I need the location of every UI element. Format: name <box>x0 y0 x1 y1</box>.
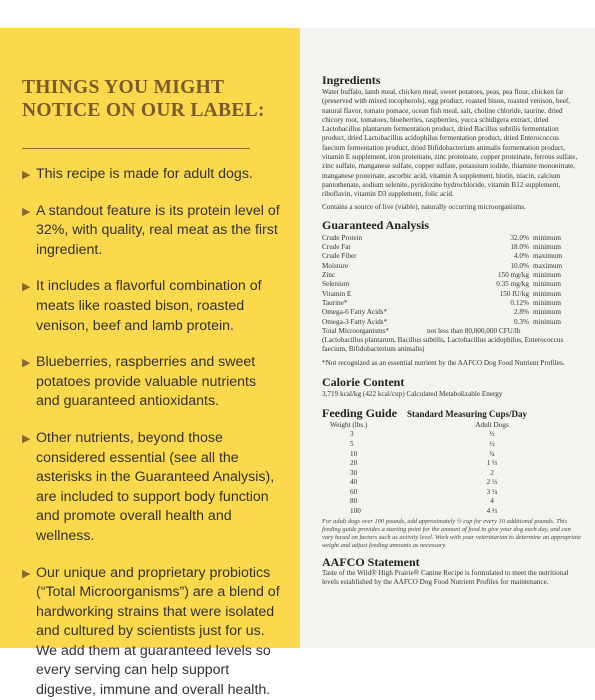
aafco-statement-title: AAFCO Statement <box>322 554 420 569</box>
analysis-unit: maximum <box>533 252 563 261</box>
highlight-item <box>22 429 280 547</box>
ingredients-title: Ingredients <box>322 73 381 87</box>
analysis-value: 32.0% <box>510 233 529 242</box>
feeding-guide-title: Feeding Guide <box>322 406 398 421</box>
analysis-unit: minimum <box>533 308 561 317</box>
feeding-row <box>322 440 583 450</box>
analysis-row-total-microorganisms <box>322 327 583 336</box>
analysis-value: not less than 80,000,000 CFU/lb <box>427 326 521 335</box>
highlights-list <box>22 165 280 700</box>
highlight-item <box>22 202 280 261</box>
ingredients-text: Water buffalo, lamb meal, chicken meal, sweet potatoes, peas, pea flour, chicken fat (preserved with mixed tocopherols), egg product, roasted bison, roasted venison, beef, natural flavor, tomato pomace, ocean fish meal, salt, choline chloride, taurine, dried chicory root, tomatoes, blueberries, raspberries, yucca schidigera extract, dried Lactobacillus plantarum fermentation product, dried Bacillus subtilis fermentation product, dried Lactobacillus acidophilus fermentation product, dried Enterococcus faecium fermentation product, dried Bifidobacterium animalis fermentation product, vitamin E supplement, iron proteinate, zinc proteinate, copper proteinate, ferrous sulfate, zinc sulfate, manganese sulfate, copper sulfate, potassium iodide, thiamine mononitrate, manganese proteinate, ascorbic acid, vitamin A supplement, biotin, niacin, calcium pantothenate, sodium selenite, pyridoxine hydrochloride, vitamin B12 supplement, riboflavin, vitamin D3 supplement, folic acid. <box>322 88 578 199</box>
analysis-row <box>322 262 583 271</box>
highlights-title-line-2: NOTICE ON OUR LABEL: <box>22 100 265 121</box>
analysis-row <box>322 308 583 317</box>
nutrition-label-panel <box>300 28 595 648</box>
triangle-bullet-icon: ▶ <box>22 204 31 218</box>
highlight-item <box>22 277 280 336</box>
feeding-weight: 30 <box>350 468 358 477</box>
feeding-row <box>322 507 583 517</box>
feeding-row <box>322 478 583 488</box>
feeding-cups: 3 ¼ <box>486 487 498 496</box>
analysis-value: 0.12% <box>510 298 529 307</box>
feeding-weight: 40 <box>350 478 358 487</box>
analysis-value: 4.0% <box>514 252 529 261</box>
feeding-row <box>322 497 583 507</box>
analysis-unit: minimum <box>533 289 561 298</box>
analysis-unit: minimum <box>533 233 561 242</box>
aafco-statement-text: Taste of the Wild® High Prairie® Canine Recipe is formulated to meet the nutritional levels established by the AAFCO Dog Food Nutrient Profiles for maintenance. <box>322 568 569 586</box>
feeding-row <box>322 488 583 498</box>
analysis-label: Taurine* <box>322 298 348 307</box>
analysis-unit: minimum <box>533 298 561 307</box>
measuring-cups-title: Standard Measuring Cups/Day <box>407 409 528 420</box>
analysis-label: Omega-3 Fatty Acids* <box>322 317 388 326</box>
analysis-unit: minimum <box>533 243 561 252</box>
highlights-title <box>22 76 280 122</box>
guaranteed-analysis-table <box>322 234 583 368</box>
adult-dogs-column-header: Adult Dogs <box>475 421 509 430</box>
highlight-item <box>22 564 280 700</box>
highlight-item <box>22 353 280 412</box>
guaranteed-analysis-title: Guaranteed Analysis <box>322 217 430 232</box>
analysis-value: 0.35 mg/kg <box>496 280 529 289</box>
microorganisms-statement: Contains a source of live (viable), naturally occurring microorganisms. <box>322 202 526 211</box>
highlight-item <box>22 165 280 185</box>
triangle-bullet-icon: ▶ <box>22 356 31 370</box>
analysis-row <box>322 243 583 252</box>
analysis-row <box>322 234 583 243</box>
analysis-row <box>322 290 583 299</box>
feeding-weight: 3 <box>350 430 354 439</box>
probiotic-strains: (Lactobacillus plantarum, Bacillus subtilis, Lactobacillus acidophilus, Enterococcus faecium, Bifidobacterium animalis) <box>322 336 564 354</box>
feeding-weight: 80 <box>350 497 358 506</box>
feeding-cups: 4 ⅔ <box>486 507 498 516</box>
analysis-unit: minimum <box>533 271 561 280</box>
analysis-label: Crude Fat <box>322 243 351 252</box>
highlight-text: It includes a flavorful combination of meats like roasted bison, roasted venison, beef and lamb protein. <box>36 278 262 334</box>
analysis-unit: minimum <box>533 317 561 326</box>
triangle-bullet-icon: ▶ <box>22 280 31 294</box>
analysis-label: Crude Protein <box>322 233 363 242</box>
analysis-label: Total Microorganisms* <box>322 326 390 335</box>
feeding-cups: 2 ½ <box>486 478 498 487</box>
analysis-row <box>322 252 583 261</box>
analysis-row <box>322 299 583 308</box>
analysis-label: Vitamin E <box>322 289 352 298</box>
highlight-text: Our unique and proprietary probiotics (“Total Microorganisms”) are a blend of hardworking strains that were isolated and cultured by scientists just for us. We add them at guaranteed levels so every serving can help support digestive, immune and overall health. <box>36 564 280 699</box>
highlight-text: Blueberries, raspberries and sweet potatoes provide valuable nutrients and guaranteed antioxidants. <box>36 354 257 410</box>
triangle-bullet-icon: ▶ <box>22 566 31 580</box>
analysis-label: Crude Fiber <box>322 252 357 261</box>
analysis-row <box>322 318 583 327</box>
analysis-value: 18.0% <box>510 243 529 252</box>
highlight-text: Other nutrients, beyond those considered essential (see all the asterisks in the Guaranteed Analysis), are included to support body function and promote overall health and wellness. <box>36 429 275 544</box>
analysis-value: 2.8% <box>514 308 529 317</box>
analysis-value: 150 IU/kg <box>499 289 529 298</box>
label-highlights-panel <box>0 28 300 699</box>
weight-column-header: Weight (lbs.) <box>330 421 368 430</box>
highlights-title-line-1: THINGS YOU MIGHT <box>22 77 225 98</box>
calorie-content-text: 3,719 kcal/kg (422 kcal/cup) Calculated Metabolizable Energy <box>322 390 503 399</box>
feeding-cups: ⅓ <box>489 430 495 439</box>
feeding-weight: 10 <box>350 449 358 458</box>
feeding-cups: 1 ⅓ <box>486 459 498 468</box>
triangle-bullet-icon: ▶ <box>22 168 31 181</box>
analysis-value: 0.3% <box>514 317 529 326</box>
feeding-row <box>322 450 583 460</box>
feeding-weight: 60 <box>350 487 358 496</box>
feeding-guide-header <box>322 406 583 421</box>
analysis-label: Omega-6 Fatty Acids* <box>322 308 388 317</box>
feeding-row <box>322 469 583 479</box>
analysis-label: Moisture <box>322 261 348 270</box>
analysis-unit: minimum <box>533 280 561 289</box>
feeding-row <box>322 459 583 469</box>
analysis-unit: maximum <box>533 261 563 270</box>
analysis-label: Selenium <box>322 280 350 289</box>
feeding-guide-note: For adult dogs over 100 pounds, add approximately ½ cup for every 10 additional pounds. This feeding guide provides a starting point for the amount of food to give your dog each day, and can vary based on factors such as activity level. Work with your veterinarian to determine an appropriate weight and adjust feeding amounts as necessary. <box>322 517 582 549</box>
feeding-weight: 5 <box>350 439 354 448</box>
feeding-row <box>322 430 583 440</box>
analysis-value: 150 mg/kg <box>498 271 529 280</box>
feeding-cups: 4 <box>490 497 494 506</box>
calorie-content-title: Calorie Content <box>322 375 405 390</box>
feeding-guide-column-headers <box>322 421 583 430</box>
feeding-weight: 20 <box>350 459 358 468</box>
feeding-guide-table <box>322 430 583 516</box>
feeding-cups: ½ <box>489 439 495 448</box>
feeding-cups: ¾ <box>489 449 495 458</box>
analysis-label: Zinc <box>322 271 336 280</box>
analysis-footnote: *Not recognized as an essential nutrient by the AAFCO Dog Food Nutrient Profiles. <box>322 358 565 367</box>
feeding-weight: 100 <box>350 507 361 516</box>
analysis-value: 10.0% <box>510 261 529 270</box>
title-divider <box>22 148 250 149</box>
feeding-cups: 2 <box>490 468 494 477</box>
analysis-row <box>322 271 583 280</box>
analysis-row <box>322 280 583 289</box>
triangle-bullet-icon: ▶ <box>22 431 31 445</box>
highlight-text: A standout feature is its protein level of 32%, with quality, real meat as the first ingredient. <box>36 202 280 258</box>
highlight-text: This recipe is made for adult dogs. <box>36 166 253 182</box>
